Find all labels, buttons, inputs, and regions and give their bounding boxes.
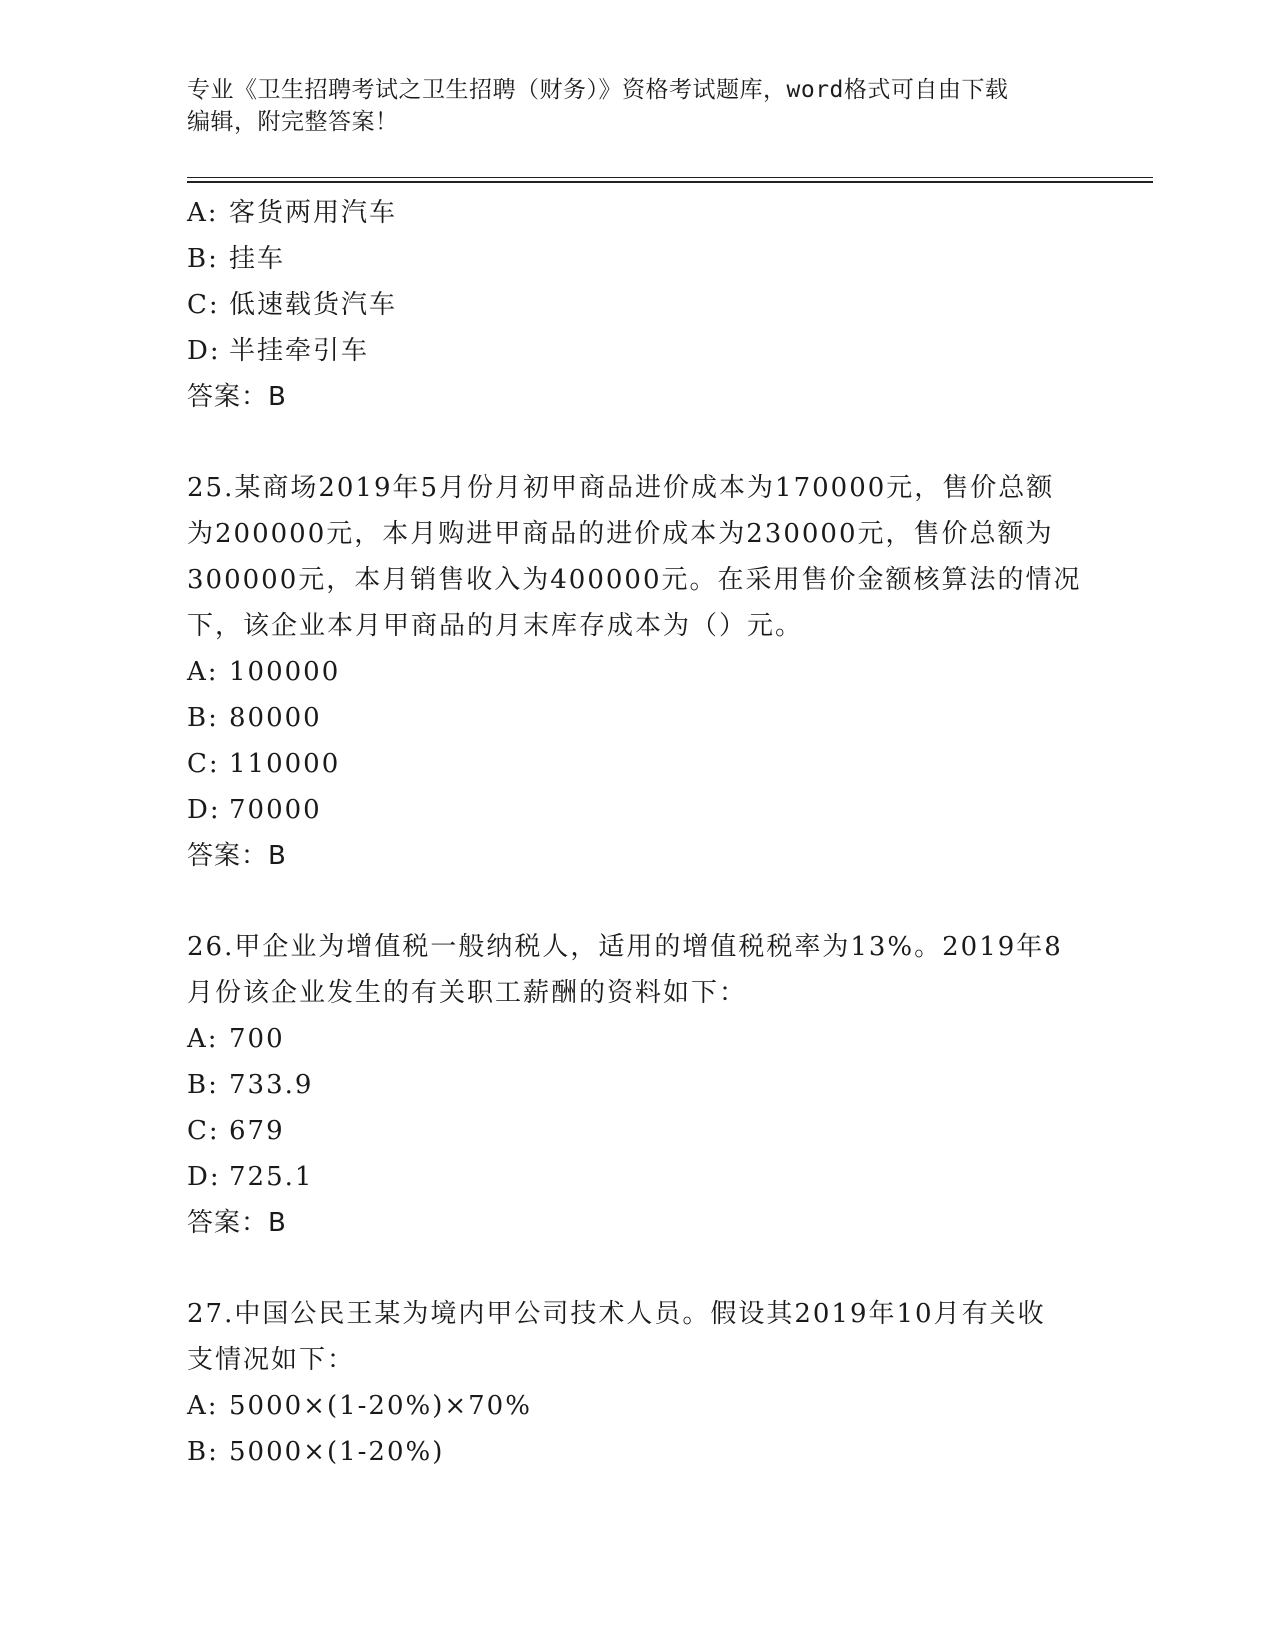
question-text-line: 月份该企业发生的有关职工薪酬的资料如下： — [187, 978, 748, 1008]
question-text-line: 支情况如下： — [187, 1345, 356, 1375]
answer-line: 答案：B — [187, 1208, 287, 1238]
option-text: 700 — [229, 1024, 285, 1054]
question-gap — [187, 420, 1087, 465]
question-gap — [187, 879, 1087, 924]
option-b — [187, 1429, 1087, 1475]
option-letter: B: — [187, 244, 219, 274]
option-letter: C: — [187, 749, 220, 779]
option-a — [187, 1016, 1087, 1062]
option-c — [187, 282, 1087, 328]
option-text: 100000 — [229, 657, 341, 687]
option-text: 5000×(1-20%) — [229, 1437, 445, 1467]
option-letter: D: — [187, 1162, 221, 1192]
option-b — [187, 236, 1087, 282]
option-letter: B: — [187, 1437, 219, 1467]
answer-line: 答案：B — [187, 382, 287, 412]
question-text-line: 25.某商场2019年5月份月初甲商品进价成本为170000元，售价总额 — [187, 473, 1055, 503]
option-text: 70000 — [229, 795, 322, 825]
option-c — [187, 1108, 1087, 1154]
question-25 — [187, 465, 1087, 879]
option-text: 挂车 — [229, 244, 286, 274]
option-a — [187, 1383, 1087, 1429]
option-letter: A: — [187, 657, 219, 687]
option-text: 679 — [229, 1116, 285, 1146]
answer-line: 答案：B — [187, 841, 287, 871]
question-text-line: 27.中国公民王某为境内甲公司技术人员。假设其2019年10月有关收 — [187, 1299, 1046, 1329]
option-text: 733.9 — [229, 1070, 314, 1100]
option-d — [187, 328, 1087, 374]
question-text-line: 300000元，本月销售收入为400000元。在采用售价金额核算法的情况 — [187, 565, 1082, 595]
option-text: 110000 — [229, 749, 341, 779]
option-d — [187, 787, 1087, 833]
option-text: 725.1 — [229, 1162, 314, 1192]
question-26 — [187, 924, 1087, 1246]
option-letter: B: — [187, 1070, 219, 1100]
header-divider-thin — [187, 177, 1153, 178]
option-b — [187, 1062, 1087, 1108]
header-line-1: 专业《卫生招聘考试之卫生招聘（财务）》资格考试题库，word格式可自由下载 — [187, 77, 1009, 103]
option-letter: A: — [187, 1024, 219, 1054]
question-text-line: 26.甲企业为增值税一般纳税人，适用的增值税税率为13%。2019年8 — [187, 932, 1063, 962]
question-text-line: 为200000元，本月购进甲商品的进价成本为230000元，售价总额为 — [187, 519, 1054, 549]
question-list — [187, 190, 1087, 1475]
question-24 — [187, 190, 1087, 420]
option-a — [187, 190, 1087, 236]
option-letter: A: — [187, 198, 219, 228]
option-a — [187, 649, 1087, 695]
option-letter: A: — [187, 1391, 219, 1421]
question-gap — [187, 1246, 1087, 1291]
option-b — [187, 695, 1087, 741]
option-letter: D: — [187, 336, 221, 366]
option-letter: C: — [187, 1116, 220, 1146]
option-letter: C: — [187, 290, 220, 320]
option-text: 客货两用汽车 — [229, 198, 398, 228]
document-header — [187, 74, 1067, 138]
header-divider-thick — [187, 181, 1153, 183]
option-d — [187, 1154, 1087, 1200]
option-c — [187, 741, 1087, 787]
option-text: 5000×(1-20%)×70% — [229, 1391, 532, 1421]
header-line-2: 编辑，附完整答案！ — [187, 109, 399, 135]
option-text: 低速载货汽车 — [229, 290, 398, 320]
question-text-line: 下，该企业本月甲商品的月末库存成本为（）元。 — [187, 611, 804, 641]
question-27 — [187, 1291, 1087, 1475]
option-text: 半挂牵引车 — [229, 336, 370, 366]
option-letter: B: — [187, 703, 219, 733]
option-letter: D: — [187, 795, 221, 825]
option-text: 80000 — [229, 703, 322, 733]
